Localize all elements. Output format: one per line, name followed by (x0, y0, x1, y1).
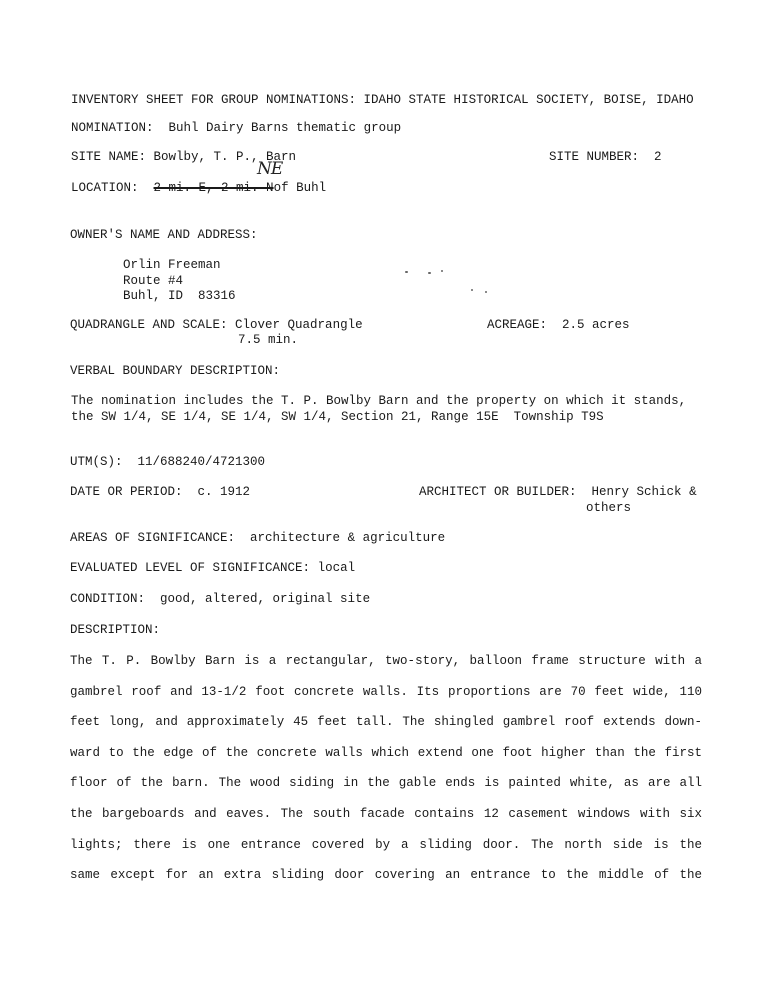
condition-line (70, 593, 370, 606)
quadrangle-label: QUADRANGLE AND SCALE: (70, 318, 228, 332)
site-number-label: SITE NUMBER: (549, 150, 640, 164)
description-label: DESCRIPTION: (70, 623, 161, 637)
quadrangle-line (70, 319, 363, 332)
acreage-line (487, 319, 630, 332)
date-label: DATE OR PERIOD: (70, 485, 183, 499)
boundary-label: VERBAL BOUNDARY DESCRIPTION: (70, 364, 281, 378)
description-line: same except for an extra sliding door covering an entrance to the middle of the (70, 868, 702, 883)
location-struck-text: 2 mi. E, 2 mi. N (153, 181, 274, 195)
site-number-value: 2 (654, 150, 662, 164)
description-paragraph (70, 646, 702, 891)
nomination-line (71, 122, 401, 135)
date-value: c. 1912 (197, 485, 251, 499)
architect-line (419, 486, 697, 499)
handwritten-correction: NE (257, 159, 283, 179)
ink-speck (441, 270, 443, 272)
level-value: local (317, 561, 356, 575)
boundary-line-2: the SW 1/4, SE 1/4, SE 1/4, SW 1/4, Section 21, Range 15E Township T9S (71, 410, 604, 424)
nomination-value: Buhl Dairy Barns thematic group (168, 121, 402, 135)
description-line: lights; there is one entrance covered by a sliding door. The north side is the (70, 837, 702, 852)
level-label: EVALUATED LEVEL OF SIGNIFICANCE: (70, 561, 311, 575)
utm-label: UTM(S): (70, 455, 123, 469)
owner-city: Buhl, ID 83316 (123, 289, 236, 303)
description-line: feet long, and approximately 45 feet tall. The shingled gambrel roof extends down- (70, 715, 702, 730)
site-name-label: SITE NAME: (71, 150, 147, 164)
acreage-value: 2.5 acres (562, 318, 630, 332)
quadrangle-value: Clover Quadrangle (235, 318, 363, 332)
level-line (70, 562, 355, 575)
condition-label: CONDITION: (70, 592, 146, 606)
document-header: INVENTORY SHEET FOR GROUP NOMINATIONS: IDAHO STATE HISTORICAL SOCIETY, BOISE, IDAHO (71, 93, 694, 107)
nomination-label: NOMINATION: (71, 121, 154, 135)
date-line (70, 486, 250, 499)
ink-speck (428, 272, 431, 274)
location-line (71, 182, 326, 195)
utm-value: 11/688240/4721300 (137, 455, 266, 469)
site-name-value: Bowlby, T. P., Barn (153, 150, 297, 164)
site-number-line (549, 151, 662, 164)
ink-speck (485, 291, 487, 293)
owner-route: Route #4 (123, 274, 184, 288)
ink-speck (471, 289, 473, 291)
areas-label: AREAS OF SIGNIFICANCE: (70, 531, 236, 545)
owner-label: OWNER'S NAME AND ADDRESS: (70, 228, 258, 242)
architect-value: Henry Schick & (591, 485, 697, 499)
ink-speck (405, 271, 408, 273)
description-line: gambrel roof and 13-1/2 foot concrete walls. Its proportions are 70 feet wide, 110 (70, 684, 702, 699)
condition-value: good, altered, original site (160, 592, 371, 606)
location-label: LOCATION: (71, 181, 139, 195)
description-line: The T. P. Bowlby Barn is a rectangular, two-story, balloon frame structure with a (70, 654, 702, 668)
architect-label: ARCHITECT OR BUILDER: (419, 485, 577, 499)
utm-line (70, 456, 265, 469)
architect-value-2: others (586, 501, 632, 515)
areas-line (70, 532, 445, 545)
owner-name: Orlin Freeman (123, 258, 221, 272)
acreage-label: ACREAGE: (487, 318, 548, 332)
description-line: the bargeboards and eaves. The south facade contains 12 casement windows with six (70, 806, 702, 821)
quadrangle-scale: 7.5 min. (238, 333, 299, 347)
description-line: ward to the edge of the concrete walls which extend one foot higher than the first (70, 745, 702, 760)
boundary-line-1: The nomination includes the T. P. Bowlby Barn and the property on which it stands, (71, 394, 687, 408)
location-value: of Buhl (273, 181, 327, 195)
description-line: floor of the barn. The wood siding in the gable ends is painted white, as are all (70, 776, 702, 791)
areas-value: architecture & agriculture (250, 531, 446, 545)
